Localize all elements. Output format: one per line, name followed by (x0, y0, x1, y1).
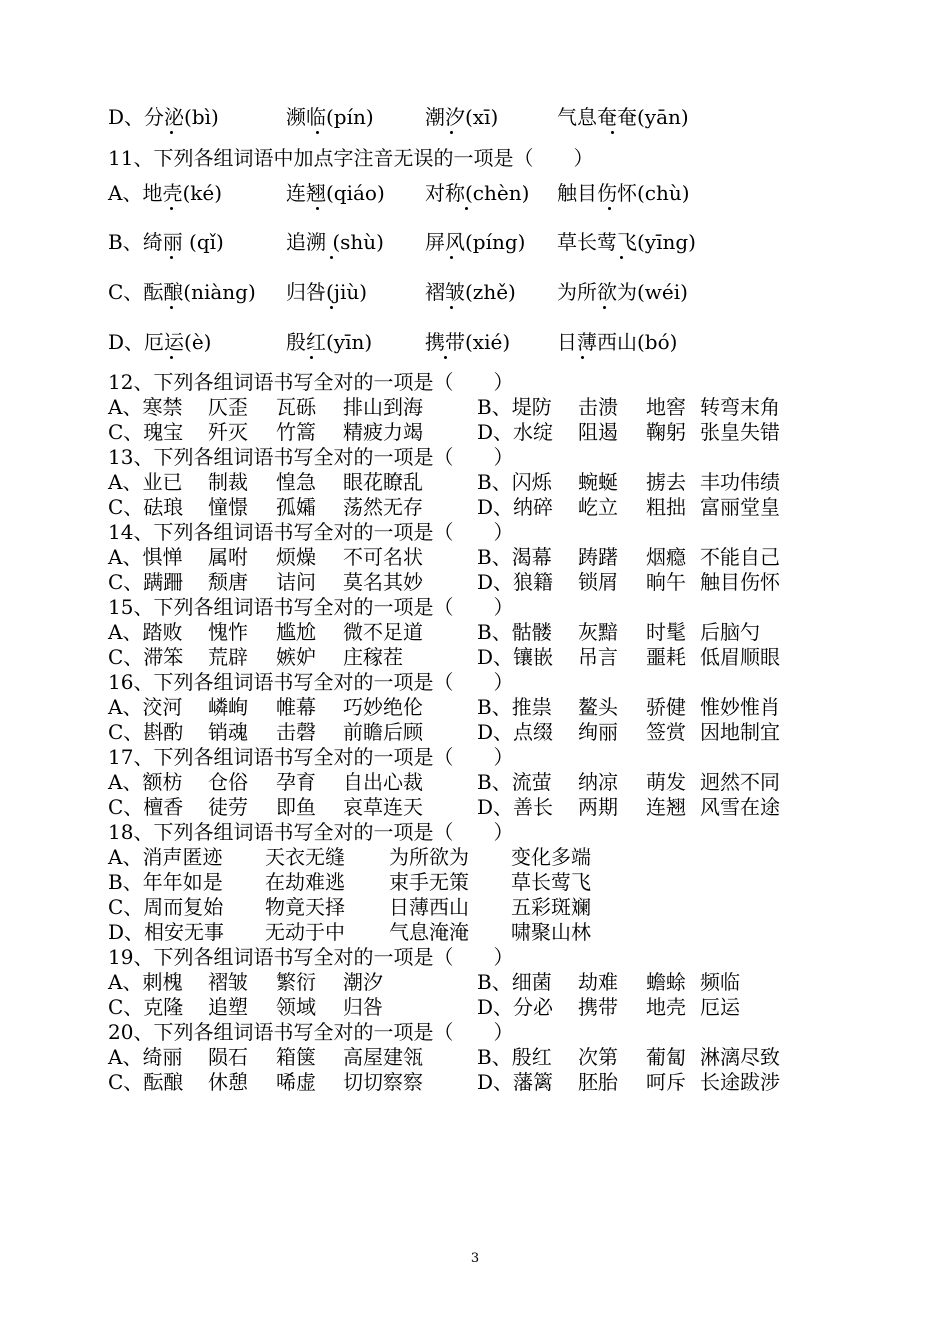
emphasis-dot (170, 256, 173, 259)
option-term: 追溯 (shù) (286, 230, 384, 254)
option-term: 触目伤怀(chù) (557, 181, 690, 205)
emphasis-dot (450, 256, 453, 259)
option-term: 呵斥 (646, 1070, 686, 1094)
option-term: A、踏败 (108, 620, 183, 644)
option-term: 晌午 (646, 570, 686, 594)
option-term: 归咎(jiù) (286, 280, 368, 304)
option-term: 噩耗 (646, 645, 686, 669)
option-term: 签赏 (646, 720, 686, 744)
option-term: 触目伤怀 (700, 570, 780, 594)
emphasis-dot (310, 356, 313, 359)
option-term: 惶急 (276, 470, 316, 494)
option-term: C、檀香 (108, 795, 184, 819)
option-term: 在劫难逃 (265, 870, 345, 894)
emphasis-dot (444, 356, 447, 359)
option-term: 陨石 (208, 1045, 248, 1069)
emphasis-dot (450, 131, 453, 134)
emphasis-dot (611, 131, 614, 134)
option-term: 前瞻后顾 (343, 720, 423, 744)
option-term: 不能自己 (700, 545, 780, 569)
option-term: 切切察察 (343, 1070, 423, 1094)
option-term: 属咐 (208, 545, 248, 569)
option-term: D、镶嵌 (477, 645, 554, 669)
option-term: 日薄西山 (389, 895, 469, 919)
option-term: 唏虚 (276, 1070, 316, 1094)
option-term: 庄稼茬 (343, 645, 403, 669)
option-term: B、渴幕 (477, 545, 552, 569)
option-term: B、堤防 (477, 395, 552, 419)
option-term: 销魂 (208, 720, 248, 744)
option-term: 灰黯 (578, 620, 618, 644)
option-term: 绚丽 (578, 720, 618, 744)
emphasis-dot (465, 207, 468, 210)
option-term: 孤孀 (276, 495, 316, 519)
option-term: 厄运 (700, 995, 740, 1019)
option-term: 劫难 (578, 970, 618, 994)
option-term: 踌躇 (578, 545, 618, 569)
option-term: 为所欲为(wéi) (557, 280, 688, 304)
option-term: A、业已 (108, 470, 183, 494)
question-heading: 11、下列各组词语中加点字注音无误的一项是（ ） (108, 146, 594, 170)
option-term: C、酝酿 (108, 1070, 184, 1094)
option-term: 啸聚山林 (511, 920, 591, 944)
option-term: A、洨河 (108, 695, 183, 719)
option-term: 制裁 (208, 470, 248, 494)
option-term: 低眉顺眼 (700, 645, 780, 669)
option-term: 鳌头 (578, 695, 618, 719)
option-term: 淋漓尽致 (700, 1045, 780, 1069)
option-term: A、刺槐 (108, 970, 183, 994)
option-term: D、善长 (477, 795, 554, 819)
option-term: 诘问 (276, 570, 316, 594)
option-term: A、寒禁 (108, 395, 183, 419)
option-term: 屏风(píng) (425, 230, 526, 254)
emphasis-dot (170, 207, 173, 210)
option-term: 瓦砾 (276, 395, 316, 419)
option-term: 变化多端 (511, 845, 591, 869)
emphasis-dot (170, 131, 173, 134)
option-term: 不可名状 (343, 545, 423, 569)
option-term: A、绮丽 (108, 1045, 183, 1069)
option-term: 地壳 (646, 995, 686, 1019)
option-term: 锁屑 (578, 570, 618, 594)
option-term: 仓俗 (208, 770, 248, 794)
option-term: 草长莺飞(yīng) (557, 230, 696, 254)
question-heading: 12、下列各组词语书写全对的一项是（ ） (108, 370, 514, 394)
option-term: 自出心裁 (343, 770, 423, 794)
option-term: C、斟酌 (108, 720, 184, 744)
option-term: C、克隆 (108, 995, 184, 1019)
option-term: B、骷髅 (477, 620, 552, 644)
option-term: 竹篙 (276, 420, 316, 444)
option-term: B、闪烁 (477, 470, 552, 494)
option-term: 连翘 (646, 795, 686, 819)
option-term: C、蹒跚 (108, 570, 184, 594)
emphasis-dot (450, 306, 453, 309)
option-term: 葡匐 (646, 1045, 686, 1069)
emphasis-dot (581, 356, 584, 359)
option-term: C、酝酿(niàng) (108, 280, 256, 304)
option-term: C、周而复始 (108, 895, 224, 919)
emphasis-dot (330, 306, 333, 309)
option-term: D、纳碎 (477, 495, 554, 519)
option-term: 长途跋涉 (700, 1070, 780, 1094)
option-term: 天衣无缝 (265, 845, 345, 869)
option-term: 繁衍 (276, 970, 316, 994)
option-term: A、额枋 (108, 770, 183, 794)
option-term: 蜿蜒 (578, 470, 618, 494)
option-term: 气息奄奄(yān) (557, 105, 689, 129)
emphasis-dot (608, 207, 611, 210)
option-term: 束手无策 (389, 870, 469, 894)
option-term: D、藩篱 (477, 1070, 554, 1094)
emphasis-dot (170, 356, 173, 359)
option-term: C、滞笨 (108, 645, 184, 669)
option-term: 潮汐 (343, 970, 383, 994)
option-term: 风雪在途 (700, 795, 780, 819)
question-heading: 18、下列各组词语书写全对的一项是（ ） (108, 820, 514, 844)
option-term: 掳去 (646, 470, 686, 494)
option-term: 为所欲为 (389, 845, 469, 869)
option-term: 蟾蜍 (646, 970, 686, 994)
option-term: 颓唐 (208, 570, 248, 594)
option-term: 对称(chèn) (425, 181, 530, 205)
emphasis-dot (603, 306, 606, 309)
option-term: B、流萤 (477, 770, 552, 794)
option-term: 殷红(yīn) (286, 330, 373, 354)
option-term: 精疲力竭 (343, 420, 423, 444)
option-term: C、砝琅 (108, 495, 184, 519)
option-term: 胚胎 (578, 1070, 618, 1094)
option-term: 两期 (578, 795, 618, 819)
option-term: 箱箧 (276, 1045, 316, 1069)
option-term: 愧怍 (208, 620, 248, 644)
emphasis-dot (316, 131, 319, 134)
option-term: 连翘(qiáo) (286, 181, 385, 205)
option-term: 吊言 (578, 645, 618, 669)
option-term: 潮汐(xī) (425, 105, 499, 129)
option-term: 击溃 (578, 395, 618, 419)
option-term: 气息淹淹 (389, 920, 469, 944)
option-term: 鞠躬 (646, 420, 686, 444)
option-term: 荡然无存 (343, 495, 423, 519)
emphasis-dot (620, 256, 623, 259)
option-term: D、点缀 (477, 720, 554, 744)
option-term: 追塑 (208, 995, 248, 1019)
question-heading: 14、下列各组词语书写全对的一项是（ ） (108, 520, 514, 544)
question-heading: 16、下列各组词语书写全对的一项是（ ） (108, 670, 514, 694)
option-term: 憧憬 (208, 495, 248, 519)
option-term: 嶙峋 (208, 695, 248, 719)
option-term: 领域 (276, 995, 316, 1019)
option-term: 烟瘾 (646, 545, 686, 569)
option-term: A、惧惮 (108, 545, 183, 569)
emphasis-dot (316, 207, 319, 210)
option-term: A、地壳(ké) (108, 181, 223, 205)
option-term: D、厄运(è) (108, 330, 212, 354)
option-term: D、相安无事 (108, 920, 225, 944)
option-term: 纳凉 (578, 770, 618, 794)
option-term: B、年年如是 (108, 870, 223, 894)
question-heading: 15、下列各组词语书写全对的一项是（ ） (108, 595, 514, 619)
question-heading: 17、下列各组词语书写全对的一项是（ ） (108, 745, 514, 769)
option-term: 转弯末角 (700, 395, 780, 419)
option-term: 萌发 (646, 770, 686, 794)
option-term: B、殷红 (477, 1045, 552, 1069)
option-term: 丰功伟绩 (700, 470, 780, 494)
option-term: 时髦 (646, 620, 686, 644)
option-term: 频临 (700, 970, 740, 994)
option-term: 阻遏 (578, 420, 618, 444)
option-term: 归咎 (343, 995, 383, 1019)
option-term: 因地制宜 (700, 720, 780, 744)
option-term: 褶皱(zhě) (425, 280, 516, 304)
option-term: B、绮丽 (qǐ) (108, 230, 224, 254)
question-heading: 19、下列各组词语书写全对的一项是（ ） (108, 945, 514, 969)
option-term: 五彩斑斓 (511, 895, 591, 919)
option-term: 携带 (578, 995, 618, 1019)
option-term: 后脑勺 (700, 620, 760, 644)
option-term: 物竟天择 (265, 895, 345, 919)
option-term: 惟妙惟肖 (700, 695, 780, 719)
option-term: C、瑰宝 (108, 420, 184, 444)
emphasis-dot (330, 256, 333, 259)
option-term: B、细菌 (477, 970, 552, 994)
option-term: 屹立 (578, 495, 618, 519)
option-term: 歼灭 (208, 420, 248, 444)
option-term: 烦燥 (276, 545, 316, 569)
option-term: 荒辟 (208, 645, 248, 669)
option-term: 眼花瞭乱 (343, 470, 423, 494)
emphasis-dot (170, 306, 173, 309)
page-number: 3 (470, 1251, 480, 1266)
option-term: 草长莺飞 (511, 870, 591, 894)
option-term: D、狼籍 (477, 570, 554, 594)
option-term: 迥然不同 (700, 770, 780, 794)
option-term: D、分泌(bì) (108, 105, 219, 129)
option-term: 仄歪 (208, 395, 248, 419)
option-term: 骄健 (646, 695, 686, 719)
option-term: 哀草连天 (343, 795, 423, 819)
option-term: 排山到海 (343, 395, 423, 419)
option-term: 褶皱 (208, 970, 248, 994)
option-term: D、水绽 (477, 420, 554, 444)
option-term: 莫名其妙 (343, 570, 423, 594)
option-term: D、分必 (477, 995, 554, 1019)
option-term: 帷幕 (276, 695, 316, 719)
option-term: 嫉妒 (276, 645, 316, 669)
option-term: 休憩 (208, 1070, 248, 1094)
option-term: 孕育 (276, 770, 316, 794)
option-term: 尴尬 (276, 620, 316, 644)
option-term: 携带(xié) (425, 330, 511, 354)
option-term: 微不足道 (343, 620, 423, 644)
option-term: 富丽堂皇 (700, 495, 780, 519)
option-term: 无动于中 (265, 920, 345, 944)
question-heading: 13、下列各组词语书写全对的一项是（ ） (108, 445, 514, 469)
option-term: 地窖 (646, 395, 686, 419)
option-term: 次第 (578, 1045, 618, 1069)
option-term: 徒劳 (208, 795, 248, 819)
option-term: B、推祟 (477, 695, 552, 719)
option-term: 日薄西山(bó) (557, 330, 678, 354)
option-term: 击磬 (276, 720, 316, 744)
option-term: 张皇失错 (700, 420, 780, 444)
option-term: 高屋建瓴 (343, 1045, 423, 1069)
option-term: A、消声匿迹 (108, 845, 223, 869)
question-heading: 20、下列各组词语书写全对的一项是（ ） (108, 1020, 514, 1044)
option-term: 即鱼 (276, 795, 316, 819)
option-term: 濒临(pín) (286, 105, 374, 129)
option-term: 巧妙绝伦 (343, 695, 423, 719)
option-term: 粗拙 (646, 495, 686, 519)
